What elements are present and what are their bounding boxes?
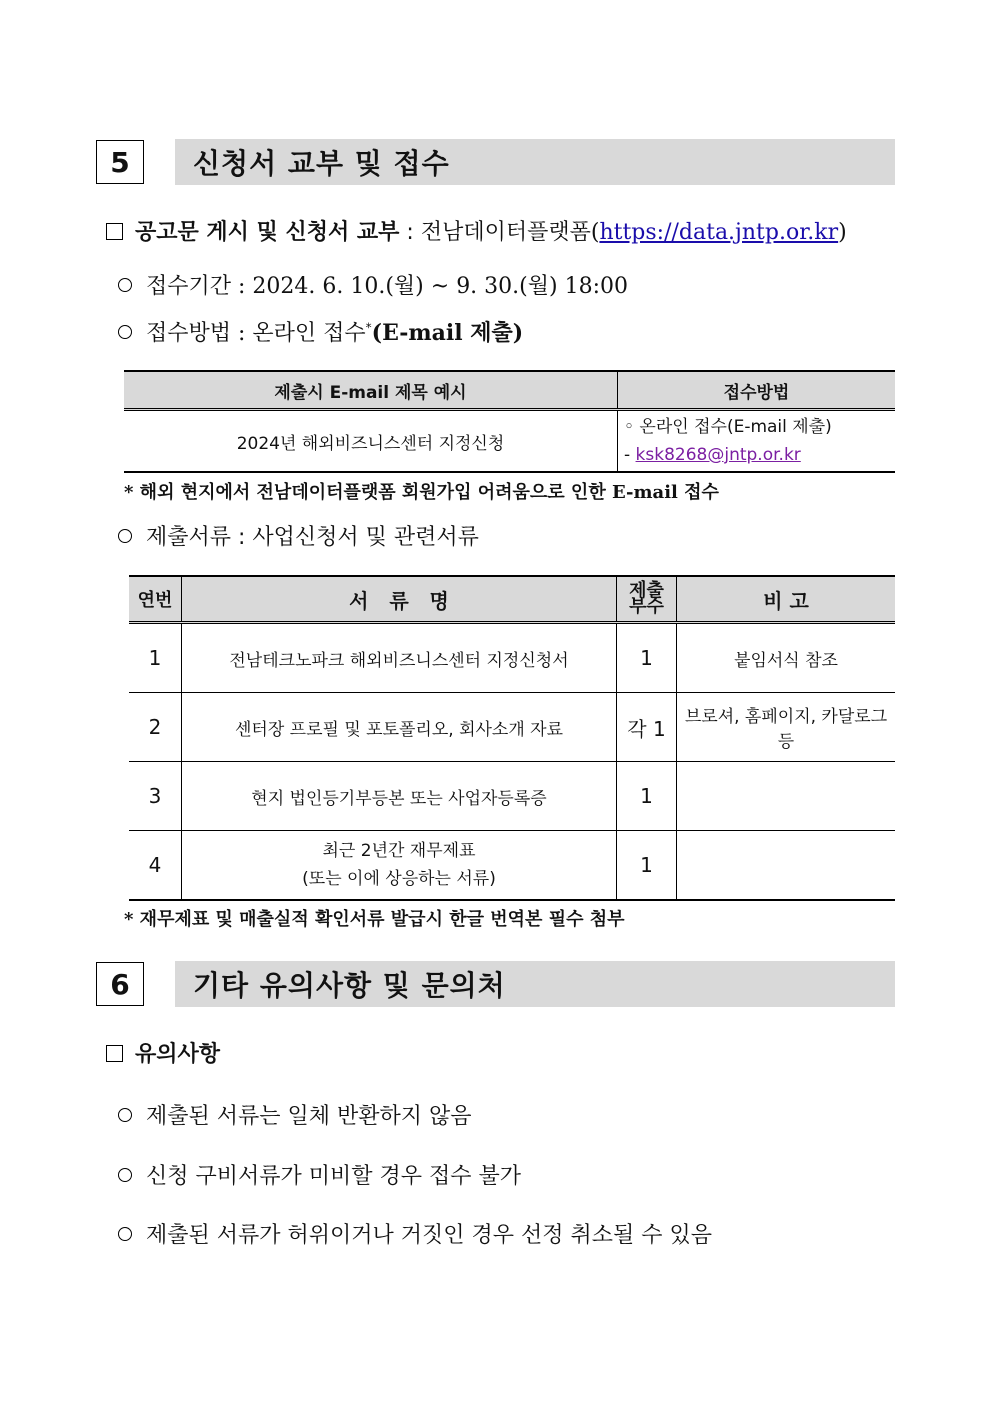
section-title-5: 신청서 교부 및 접수 [175, 139, 895, 185]
row-name: 전남테크노파크 해외비즈니스센터 지정신청서 [182, 623, 617, 693]
square-bullet-icon [106, 223, 123, 240]
circle-bullet-icon [118, 325, 132, 339]
caution-text: 제출된 서류는 일체 반환하지 않음 [146, 1104, 472, 1129]
section-title-6: 기타 유의사항 및 문의처 [175, 961, 895, 1007]
method-line [118, 316, 523, 347]
row-name: 센터장 프로필 및 포토폴리오, 회사소개 자료 [182, 693, 617, 762]
row-remark [677, 831, 896, 901]
period-text: 접수기간 : 2024. 6. 10.(월) ~ 9. 30.(월) 18:00 [146, 274, 628, 299]
caution-item [118, 1099, 472, 1130]
caution-label: 유의사항 [135, 1041, 221, 1067]
method-text: 접수방법 : 온라인 접수 [146, 321, 366, 346]
table-row [129, 831, 895, 901]
row-copies: 각 1 [617, 693, 677, 762]
method-line1: ◦ 온라인 접수(E-mail 제출) [624, 417, 832, 437]
email-subject-cell: 2024년 해외비즈니스센터 지정신청 [124, 410, 618, 473]
email-table-header-subject: 제출시 E-mail 제목 예시 [124, 371, 618, 410]
caution-text: 제출된 서류가 허위이거나 거짓인 경우 선정 취소될 수 있음 [146, 1223, 712, 1248]
method-dash: - [624, 445, 636, 465]
docs-text: 제출서류 : 사업신청서 및 관련서류 [146, 525, 479, 550]
row-remark: 브로셔, 홈페이지, 카달로그 등 [677, 693, 896, 762]
docs-header-name: 서 류 명 [182, 576, 617, 623]
section-number-5: 5 [96, 140, 144, 184]
email-table [124, 370, 895, 473]
row-copies: 1 [617, 762, 677, 831]
notice-colon: : [399, 220, 421, 245]
note-email: * 해외 현지에서 전남데이터플랫폼 회원가입 어려움으로 인한 E-mail 접수 [124, 482, 719, 503]
docs-line [118, 520, 479, 551]
table-row [129, 623, 895, 693]
platform-link[interactable]: https://data.jntp.or.kr [599, 220, 839, 245]
row-no: 3 [129, 762, 182, 831]
table-row [129, 693, 895, 762]
note-translation: * 재무제표 및 매출실적 확인서류 발급시 한글 번역본 필수 첨부 [124, 909, 625, 930]
notice-close: ) [838, 220, 847, 245]
period-line [118, 269, 628, 300]
email-method-cell [618, 410, 896, 473]
circle-bullet-icon [118, 1227, 132, 1241]
notice-platform: 전남데이터플랫폼( [420, 220, 600, 245]
caution-line [106, 1037, 220, 1068]
email-table-header-method: 접수방법 [618, 371, 896, 410]
row-remark: 붙임서식 참조 [677, 623, 896, 693]
table-row [129, 762, 895, 831]
method-mark: * [365, 320, 372, 335]
caution-item [118, 1218, 712, 1249]
notice-line [106, 215, 847, 246]
circle-bullet-icon [118, 278, 132, 292]
row-copies: 1 [617, 831, 677, 901]
notice-label: 공고문 게시 및 신청서 교부 [135, 219, 400, 245]
row-no: 2 [129, 693, 182, 762]
row-name-line1: 최근 2년간 재무제표 [322, 841, 476, 861]
docs-header-no: 연번 [129, 576, 182, 623]
circle-bullet-icon [118, 1108, 132, 1122]
circle-bullet-icon [118, 529, 132, 543]
caution-item [118, 1159, 521, 1190]
docs-header-copies: 제출 부수 [617, 576, 677, 623]
docs-header-remark: 비 고 [677, 576, 896, 623]
row-name-line2: (또는 이에 상응하는 서류) [302, 869, 496, 889]
row-remark [677, 762, 896, 831]
email-link[interactable]: ksk8268@jntp.or.kr [635, 445, 801, 465]
section-number-6: 6 [96, 962, 144, 1006]
row-name [182, 831, 617, 901]
method-suffix: (E-mail 제출) [371, 320, 524, 346]
row-name: 현지 법인등기부등본 또는 사업자등록증 [182, 762, 617, 831]
circle-bullet-icon [118, 1168, 132, 1182]
row-copies: 1 [617, 623, 677, 693]
row-no: 4 [129, 831, 182, 901]
docs-table [129, 575, 895, 901]
square-bullet-icon [106, 1045, 123, 1062]
row-no: 1 [129, 623, 182, 693]
caution-text: 신청 구비서류가 미비할 경우 접수 불가 [146, 1164, 521, 1189]
